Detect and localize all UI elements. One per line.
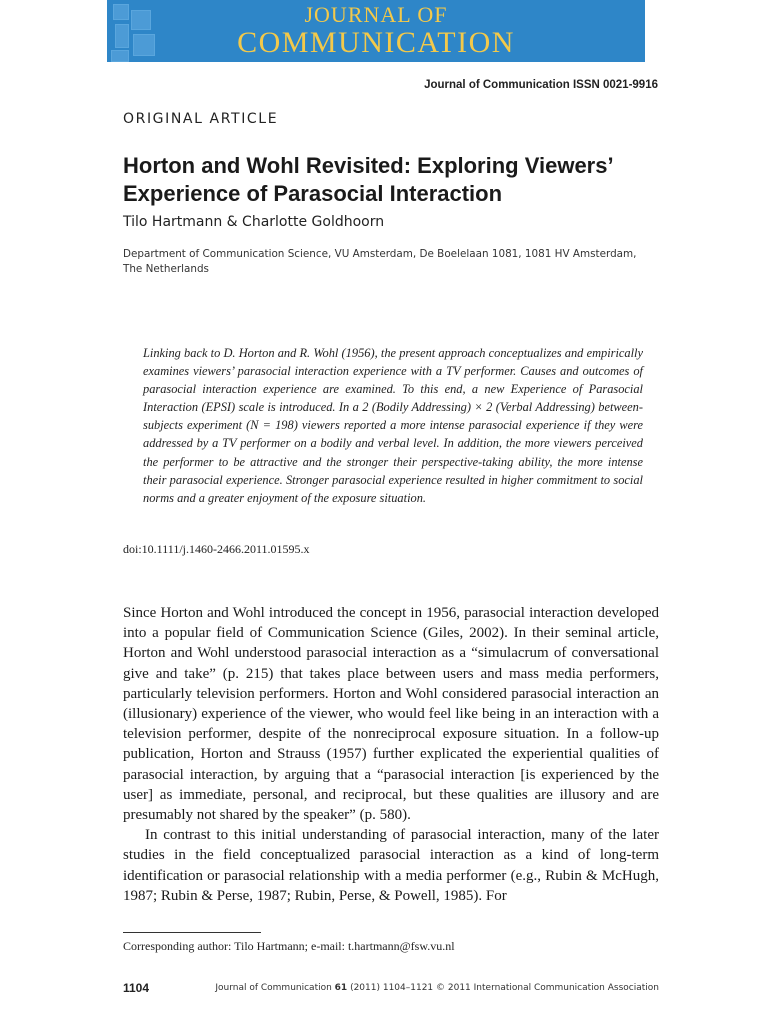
footnote-divider [123, 932, 261, 933]
abstract: Linking back to D. Horton and R. Wohl (1956), the present approach conceptualizes and empirically examines viewers’ parasocial interaction experience with a TV performer. Causes and outcomes of parasocial interaction experience are examined. To this end, a new Experience of Parasocial Interaction (EPSI) scale is introduced. In a 2 (Bodily Addressing) × 2 (Verbal Addressing) between-subjects experiment (N = 198) viewers reported a more intense parasocial experience if they were addressed by a TV performer on a bodily and verbal level. In addition, the more viewers perceived the performer to be attractive and the stronger their perspective-taking ability, the more intense their parasocial experience. Stronger parasocial experience resulted in higher commitment to social norms and a greater enjoyment of the exposure situation. [143, 346, 643, 505]
body-paragraph: Since Horton and Wohl introduced the concept in 1956, parasocial interaction developed into a popular field of Communication Science (Giles, 2002). In their seminal article, Horton and Wohl understood parasocial interaction as a “simulacrum of conversational give and take” (p. 215) that takes place between users and mass media performers, particularly television performers. Horton and Wohl considered parasocial interaction an (illusionary) experience of the viewer, who would feel like being in an interaction with a television performer, despite of the nonreciprocal exposure situation. In a follow-up publication, Horton and Strauss (1957) further explicated the experiential qualities of parasocial interaction, by arguing that a “parasocial interaction [is experienced by the user] as immediate, personal, and reciprocal, but these qualities are illusory and are presumably not shared by the speaker” (p. 580). [123, 605, 659, 824]
article-authors: Tilo Hartmann & Charlotte Goldhoorn [123, 214, 385, 230]
footnote: Corresponding author: Tilo Hartmann; e-mail: t.hartmann@fsw.vu.nl [123, 939, 455, 953]
journal-name-line2: COMMUNICATION [237, 26, 515, 59]
footer-rest: (2011) 1104–1121 © 2011 International Communication Association [347, 983, 659, 993]
journal-issn: Journal of Communication ISSN 0021-9916 [424, 79, 658, 91]
author-affiliation: Department of Communication Science, VU Amsterdam, De Boelelaan 1081, 1081 HV Amsterdam, The Netherlands [123, 248, 637, 275]
article-title: Horton and Wohl Revisited: Exploring Viewers’ Experience of Parasocial Interaction [123, 153, 613, 206]
footer-volume: 61 [334, 983, 348, 993]
journal-banner [107, 0, 645, 62]
journal-name-line1: JOURNAL OF [304, 2, 448, 27]
page-number: 1104 [123, 981, 150, 995]
body-paragraph: In contrast to this initial understanding of parasocial interaction, many of the later studies in the field conceptualized parasocial interaction as a kind of long-term identification or parasocial relationship with a media performer (e.g., Rubin & McHugh, 1987; Rubin & Perse, 1987; Rubin, Perse, & Powell, 1985). For [123, 827, 659, 904]
body-text [123, 603, 659, 906]
page-footer [123, 981, 659, 997]
footer-journal: Journal of Communication [215, 983, 335, 993]
doi-link[interactable]: doi:10.1111/j.1460-2466.2011.01595.x [123, 542, 310, 556]
article-type: ORIGINAL ARTICLE [123, 111, 279, 127]
footer-citation [215, 983, 659, 993]
